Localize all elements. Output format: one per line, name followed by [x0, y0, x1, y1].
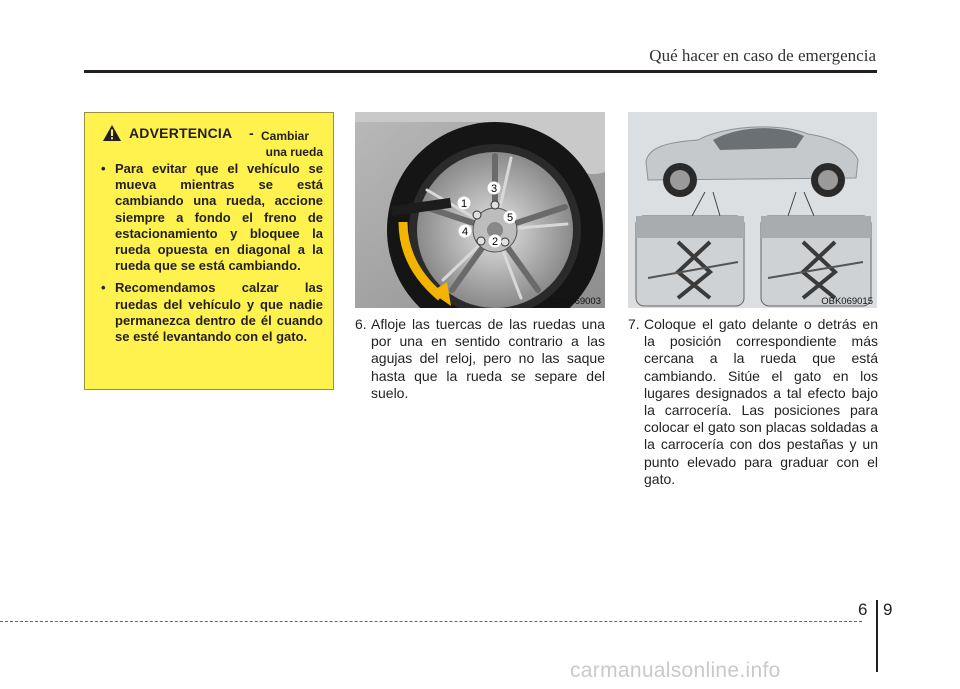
header-rule — [84, 70, 877, 73]
figure-code: OBK069015 — [821, 296, 873, 307]
warning-list — [99, 161, 323, 345]
lug-label-3: 3 — [490, 183, 498, 195]
section-title: Qué hacer en caso de emergencia — [649, 46, 876, 65]
bullet: • — [101, 161, 106, 176]
jack-drawing — [628, 112, 877, 308]
watermark: carmanualsonline.info — [570, 659, 781, 682]
warning-header — [99, 123, 323, 161]
wheel-drawing — [355, 112, 605, 308]
step-text: Afloje las tuercas de las ruedas una por una en sentido contrario a las agujas del reloj, pero no las saque hasta que la rueda se separe del suelo. — [371, 316, 605, 401]
lug-label-4: 4 — [461, 226, 469, 238]
wheel-illustration — [355, 112, 605, 308]
warning-item-text: Para evitar que el vehículo se mueva mientras se está cambiando una rueda, accione siempre a fondo el freno de estacionamiento y bloquee la rueda opuesta en diagonal a la rueda que se está cambiando. — [115, 161, 323, 274]
footer-divider — [876, 600, 878, 672]
step-7 — [628, 316, 878, 488]
jack-position-illustration — [628, 112, 877, 308]
warning-box — [84, 112, 334, 390]
bullet: • — [101, 280, 106, 296]
warning-title: ADVERTENCIA — [129, 125, 233, 141]
warning-item-text: Recomendamos calzar las ruedas del vehículo y que nadie permanezca dentro de él cuando se esté levantando con el gato. — [115, 280, 323, 345]
step-number: 6. — [355, 316, 367, 332]
step-6 — [355, 316, 605, 402]
figure-code: OBK069003 — [549, 296, 601, 307]
warning-dash: - — [249, 125, 254, 141]
step-number: 7. — [628, 316, 640, 332]
lug-label-5: 5 — [506, 212, 514, 224]
page-number: 9 — [883, 600, 893, 619]
step-text: Coloque el gato delante o detrás en la posición correspondiente más cercana a la rueda que está cambiando. Sitúe el gato en los lugares designados a tal efecto bajo la carrocería. Las posiciones para colocar el gato son placas soldadas a la carrocería con dos pestañas y un punto elevado para graduar con el gato. — [644, 316, 878, 487]
warning-subtitle-line1: Cambiar — [261, 129, 310, 143]
section-number: 6 — [858, 600, 868, 619]
lug-label-2: 2 — [491, 236, 499, 248]
lug-label-1: 1 — [460, 198, 468, 210]
footer-dashed-rule — [0, 621, 862, 622]
warning-triangle-icon — [103, 125, 121, 141]
warning-item — [99, 280, 323, 345]
warning-subtitle-line2: una rueda — [265, 145, 323, 159]
warning-item — [99, 161, 323, 274]
